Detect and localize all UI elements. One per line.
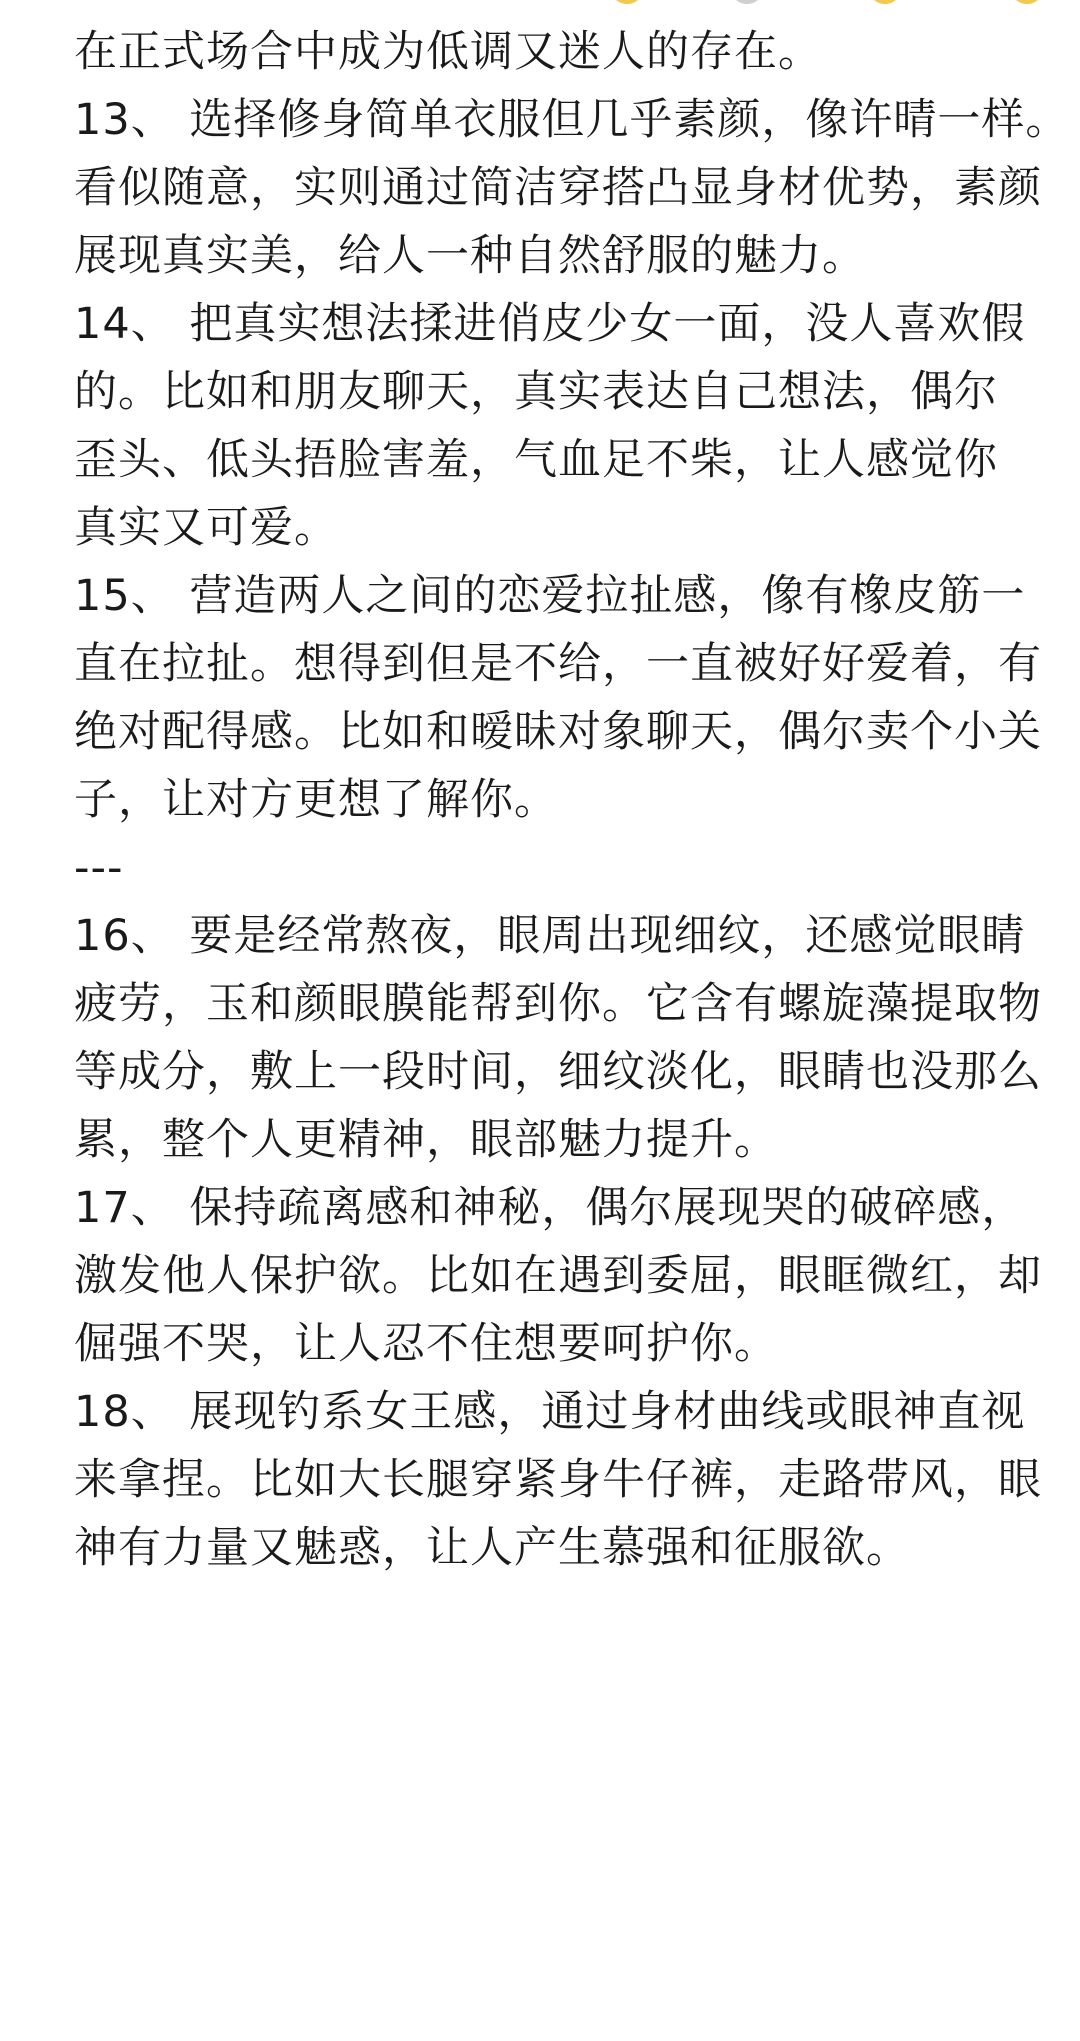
partial-emoji-icon: [868, 0, 902, 4]
text-line: 来拿捏。比如大长腿穿紧身牛仔裤，走路带风，眼: [74, 1455, 1042, 1505]
text-line: 的。比如和朋友聊天，真实表达自己想法，偶尔: [74, 367, 998, 417]
text-line: 神有力量又魅惑，让人产生慕强和征服欲。: [74, 1523, 910, 1573]
text-line: 15、 营造两人之间的恋爱拉扯感，像有橡皮筋一: [74, 571, 1026, 621]
text-line: 倔强不哭，让人忍不住想要呵护你。: [74, 1319, 778, 1369]
text-line: 真实又可爱。: [74, 503, 338, 553]
text-line: 16、 要是经常熬夜，眼周出现细纹，还感觉眼睛: [74, 911, 1026, 961]
partial-emoji-icon: [610, 0, 644, 4]
text-line: 绝对配得感。比如和暧昧对象聊天，偶尔卖个小关: [74, 707, 1042, 757]
text-line: 疲劳，玉和颜眼膜能帮到你。它含有螺旋藻提取物: [74, 979, 1042, 1029]
text-line: 看似随意，实则通过简洁穿搭凸显身材优势，素颜: [74, 163, 1042, 213]
partial-emoji-icon: [1010, 0, 1044, 4]
text-line: 18、 展现钓系女王感，通过身材曲线或眼神直视: [74, 1387, 1026, 1437]
text-line: 在正式场合中成为低调又迷人的存在。: [74, 27, 822, 77]
text-line: 直在拉扯。想得到但是不给，一直被好好爱着，有: [74, 639, 1042, 689]
text-line: 14、 把真实想法揉进俏皮少女一面，没人喜欢假: [74, 299, 1026, 349]
text-line: 展现真实美，给人一种自然舒服的魅力。: [74, 231, 866, 281]
text-line: 累，整个人更精神，眼部魅力提升。: [74, 1115, 778, 1165]
partial-emoji-icon: [730, 0, 764, 4]
text-line: 子，让对方更想了解你。: [74, 775, 558, 825]
article-body: [74, 18, 1070, 1582]
text-line: 等成分，敷上一段时间，细纹淡化，眼睛也没那么: [74, 1047, 1042, 1097]
text-line: 13、 选择修身简单衣服但几乎素颜，像许晴一样。: [74, 95, 1070, 145]
text-line: 歪头、低头捂脸害羞，气血足不柴，让人感觉你: [74, 435, 998, 485]
text-line: 17、 保持疏离感和神秘，偶尔展现哭的破碎感，: [74, 1183, 1026, 1233]
text-line: 激发他人保护欲。比如在遇到委屈，眼眶微红，却: [74, 1251, 1042, 1301]
divider-text: ---: [74, 843, 124, 893]
